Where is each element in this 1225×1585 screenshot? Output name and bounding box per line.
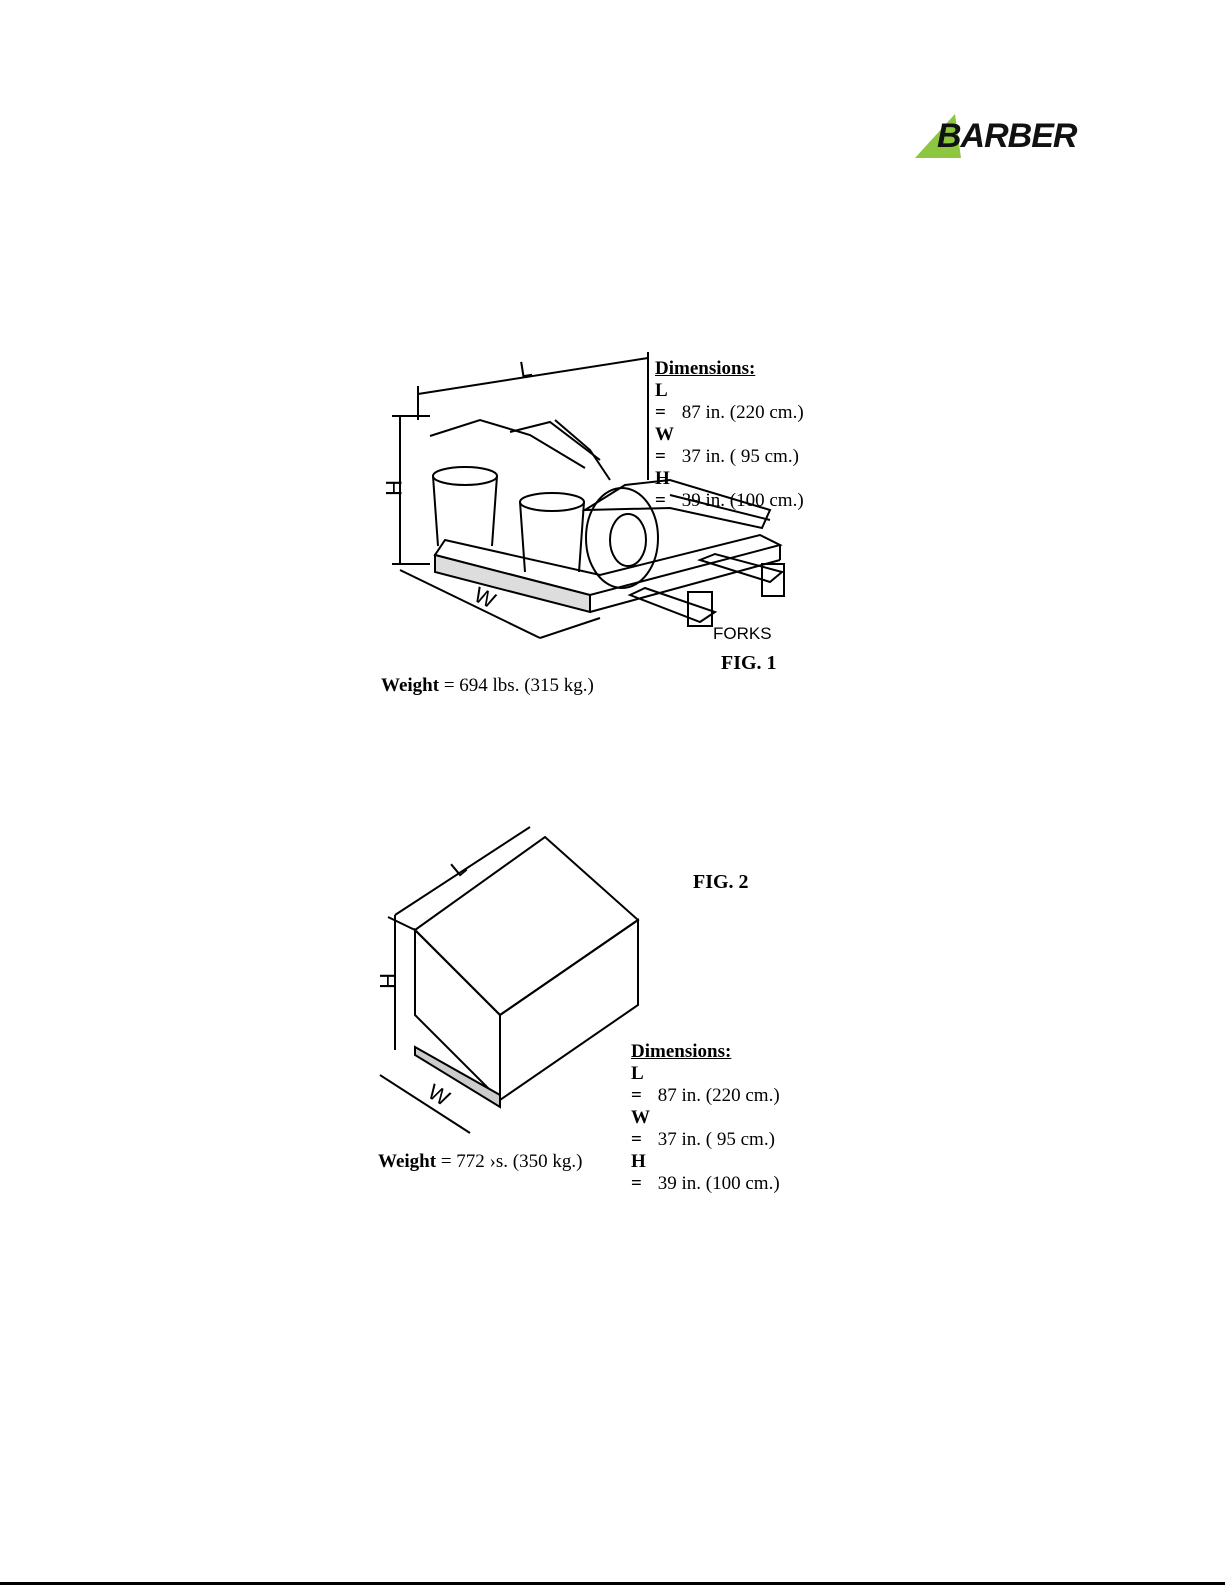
fig2-weight (378, 1151, 582, 1173)
fig1-dimensions-heading: Dimensions: (655, 358, 756, 379)
fig1-dimensions (655, 358, 804, 512)
fig2-caption: FIG. 2 (693, 871, 749, 893)
fig1-dimension-h: H = 39 in. (100 cm.) (655, 468, 804, 511)
fig1-weight-value: = 694 lbs. (315 kg.) (443, 675, 594, 696)
fig2-drawing (370, 825, 650, 1145)
fig2-dimensions (631, 1041, 780, 1195)
fig1-w-letter: W (470, 581, 500, 614)
fig2-weight-label: Weight (378, 1151, 437, 1172)
fig2-h-letter: H (375, 973, 400, 989)
fig1-h-letter: H (381, 480, 406, 496)
fig1-l-letter: L (517, 355, 534, 383)
fig2-dimensions-heading: Dimensions: (631, 1041, 732, 1062)
fig1-weight-label: Weight (381, 675, 440, 696)
fig1-dimension-l: L = 87 in. (220 cm.) (655, 380, 804, 423)
fig2-l-letter: L (445, 854, 472, 882)
fig2-dimension-w: W = 37 in. ( 95 cm.) (631, 1107, 775, 1150)
fig2-dimension-h: H = 39 in. (100 cm.) (631, 1151, 780, 1194)
fig1-dimension-w: W = 37 in. ( 95 cm.) (655, 424, 799, 467)
fig1-weight (381, 675, 594, 697)
barber-logo (915, 112, 1095, 162)
fig2-w-letter: W (423, 1078, 455, 1111)
fig1-caption: FIG. 1 (721, 652, 777, 674)
fig1-forks-label: FORKS (713, 624, 772, 643)
fig2-dimension-l: L = 87 in. (220 cm.) (631, 1063, 780, 1106)
fig2-weight-value: = 772 ›s. (350 kg.) (440, 1151, 583, 1172)
logo-wordmark: BARBER (937, 117, 1077, 155)
